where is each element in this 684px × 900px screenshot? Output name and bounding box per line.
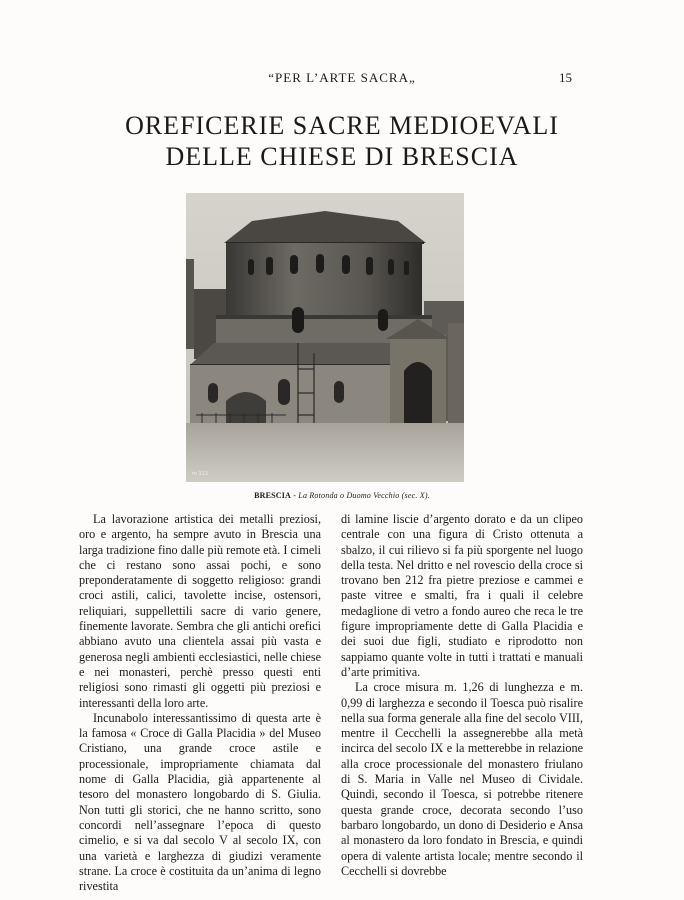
paragraph: di lamine liscie d’argento dorato e da un clipeo centrale con una figura di Cristo ottenuta a sbalzo, il cui rilievo si fa più sporgente nel luogo della testa. Nel dritto e nel rovescio della croce si trovano ben 212 fra pietre preziose e cammei e paste vitree e smalti, fra i quali il celebre medaglione di vetro a fondo aureo che reca le tre figure impropriamente dette di Galla Placidia e dei suoi due figli, studiato e riprodotto non sappiamo quante volte in tutti i trattati e manuali d’arte primitiva. [341, 512, 583, 679]
figure-caption [0, 491, 684, 500]
rotonda-photograph [186, 193, 464, 482]
rotonda-illustration [186, 193, 464, 482]
article-title-line-2: DELLE CHIESE DI BRESCIA [165, 142, 519, 171]
paragraph: La croce misura m. 1,26 di lunghezza e m. 0,99 di larghezza e secondo il Toesca può risalire nella sua forma generale alla fine del secolo VIII, mentre il Cecchelli la assegnerebbe alla metà incirca del secolo IX e la metterebbe in relazione alla croce processionale del monastero friulano di S. Maria in Valle nel Museo di Cividale. Quindi, secondo il Toesca, si potrebbe ritenere questa grande croce, decorata secondo l’uso barbaro longobardo, un dono di Desiderio e Ansa al monastero da loro fondato in Brescia, e quindi opera di valente artista locale; mentre secondo il Cecchelli si dovrebbe [341, 680, 583, 878]
caption-description: La Rotonda o Duomo Vecchio (sec. X). [298, 491, 430, 500]
text-column-left [79, 512, 321, 894]
photo-mark: m 112 [192, 471, 209, 477]
text-column-right [341, 512, 583, 879]
caption-separator: - [291, 491, 299, 500]
running-head [0, 70, 684, 90]
paragraph: Incunabolo interessantissimo di questa arte è la famosa « Croce di Galla Placidia » del Museo Cristiano, una grande croce astile e processionale, impropriamente chiamata dal nome di Galla Placidia, già appartenente al tesoro del monastero longobardo di S. Giulia. Non tutti gli storici, che ne hanno scritto, sono concordi nell’assegnare l’epoca di questo cimelio, e si va dal secolo V al secolo IX, con una varietà e larghezza di giudizi veramente strane. La croce è costituita da un’anima di legno rivestita [79, 710, 321, 894]
article-title [0, 110, 684, 172]
caption-place: BRESCIA [254, 491, 292, 500]
page-number: 15 [559, 70, 572, 85]
paragraph: La lavorazione artistica dei metalli preziosi, oro e argento, ha sempre avuto in Brescia una larga tradizione fino dalle più remote età. I cimeli che ci restano sono assai pochi, e sono preponderatamente di soggetto religioso: grandi croci astili, calici, tavolette incise, ostensori, reliquiari, suppellettili sacre di vario genere, finemente lavorate. Sembra che gli antichi orefici abbiano avuto una clientela assai più vasta e generosa negli ambienti ecclesiastici, nelle chiese e nei monasteri, perchè presso questi enti religiosi sono rimasti gli oggetti più preziosi e interessanti della loro arte. [79, 512, 321, 710]
article-title-line-1: OREFICERIE SACRE MEDIOEVALI [125, 111, 559, 140]
running-title: “PER L’ARTE SACRA„ [268, 70, 416, 85]
